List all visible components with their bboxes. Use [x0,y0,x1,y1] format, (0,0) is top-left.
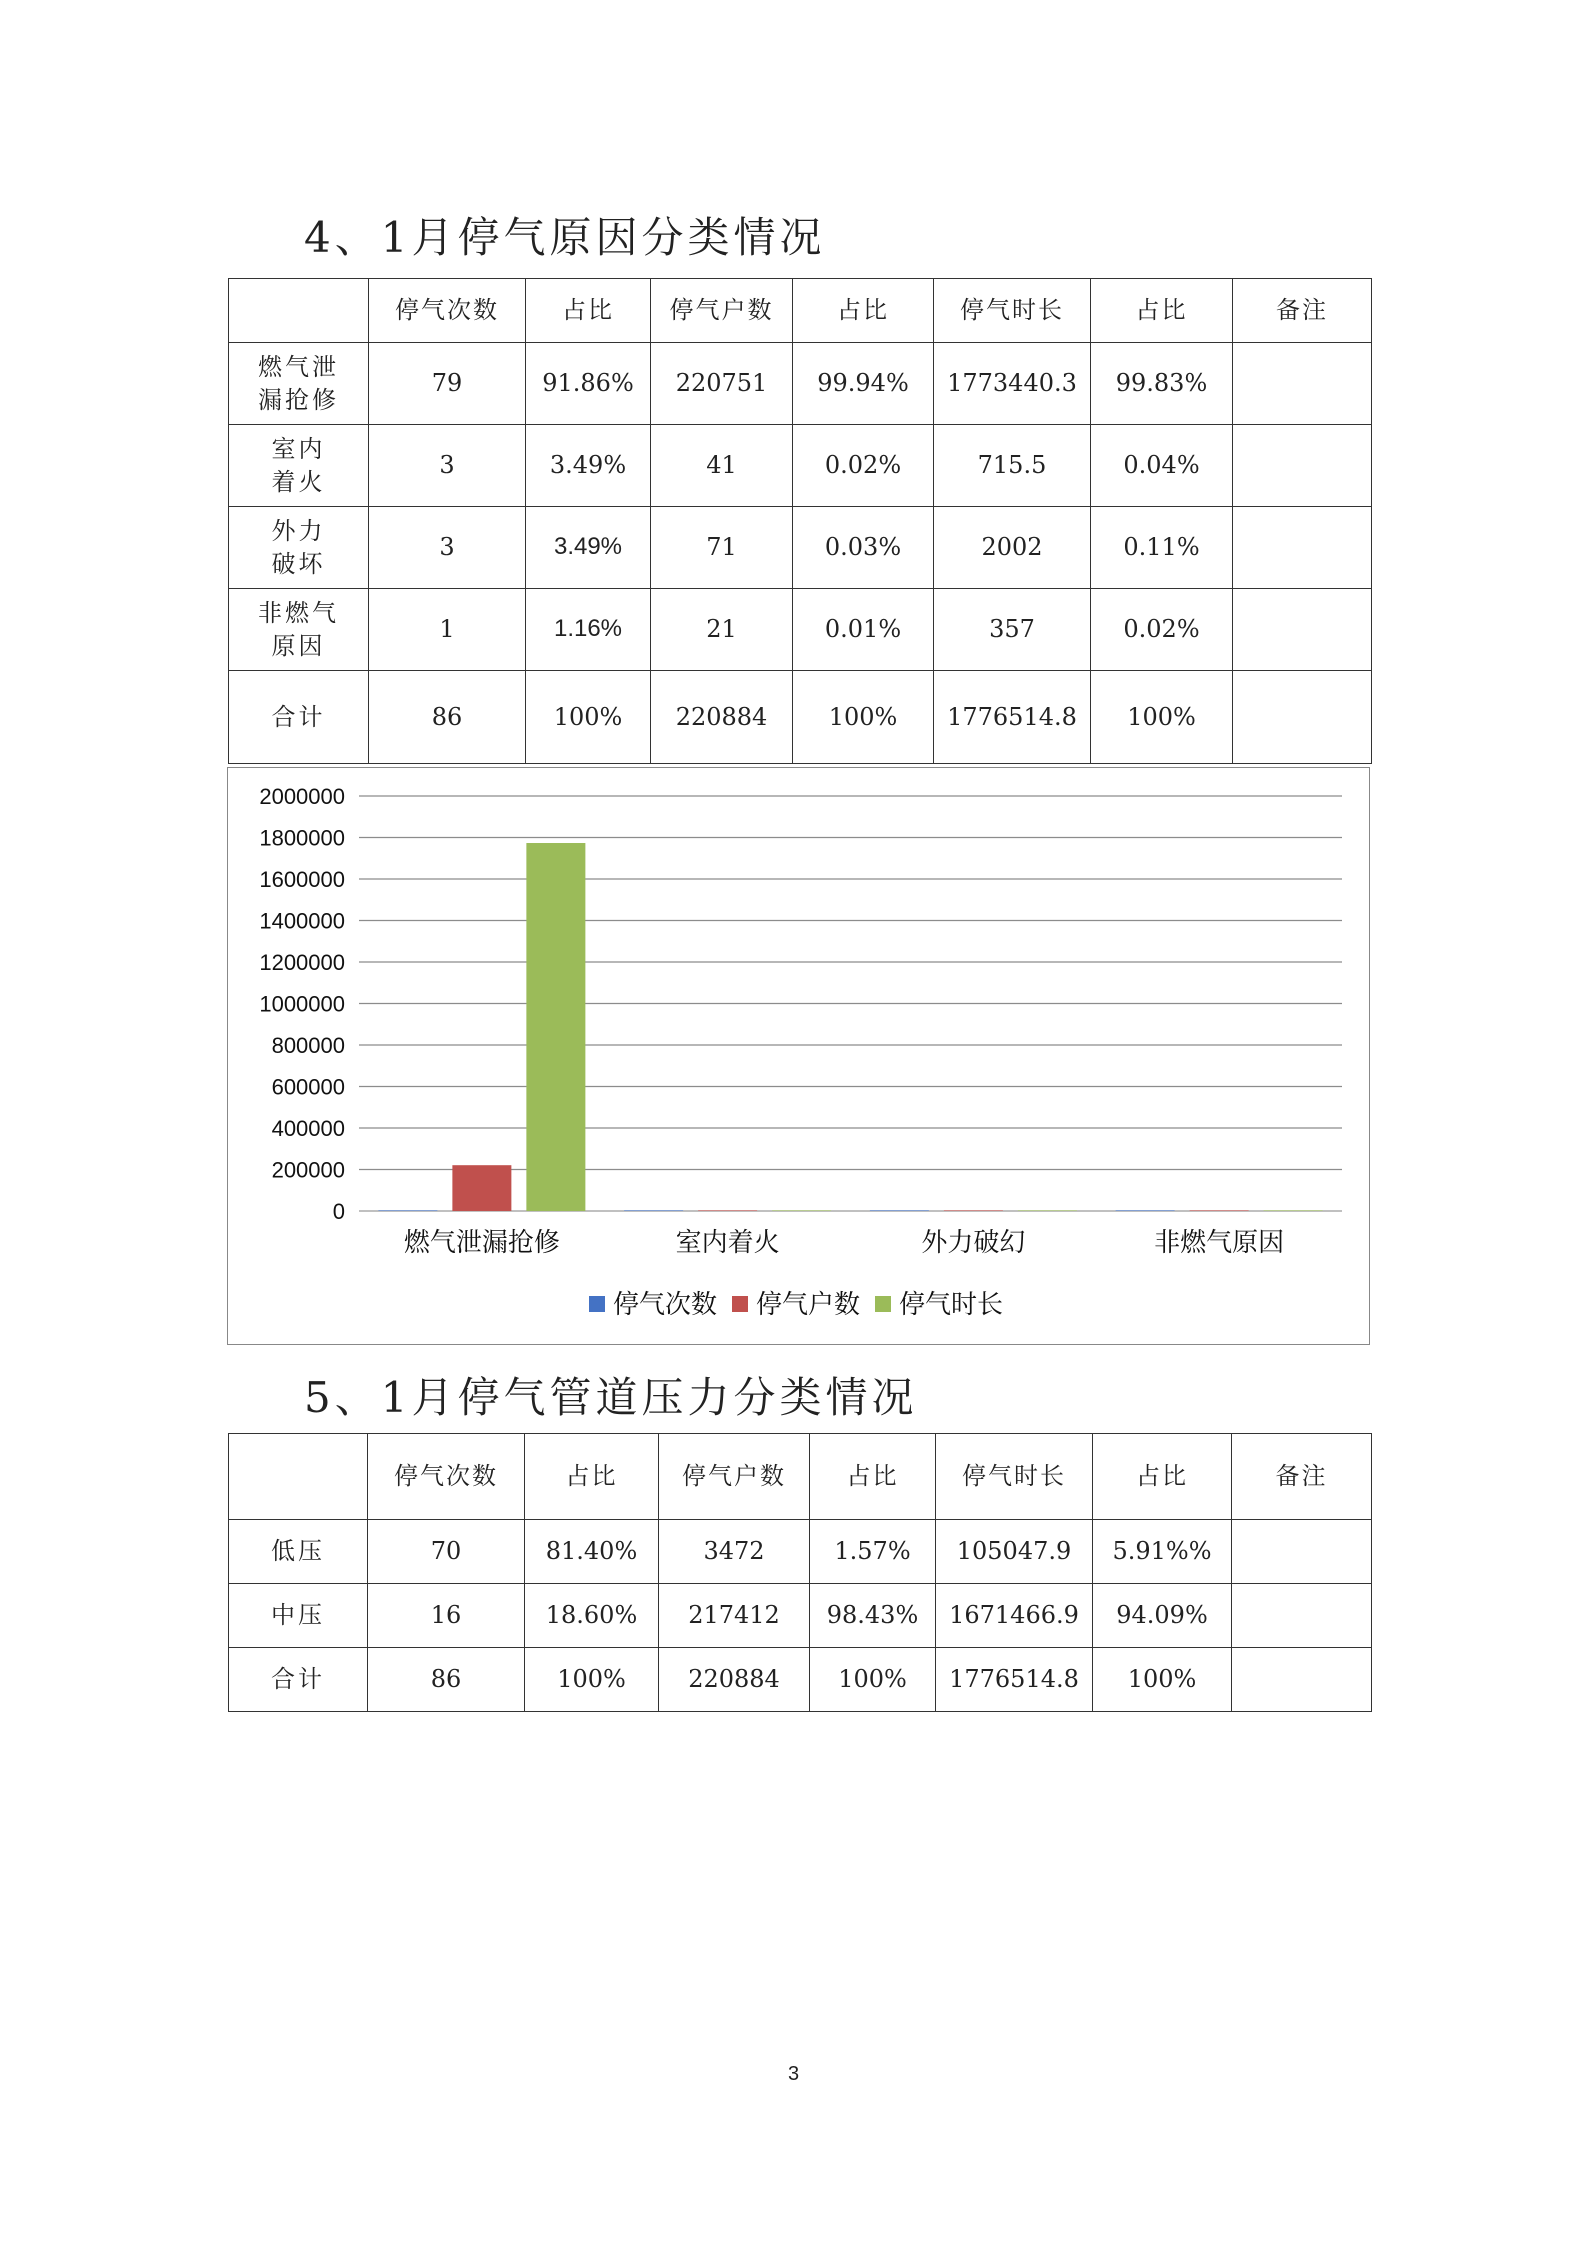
table-cell: 1776514.8 [936,1648,1093,1712]
table-cell: 21 [651,589,793,671]
header-cell: 占比 [1093,1434,1232,1520]
x-category-label: 外力破幻 [921,1228,1026,1258]
table-cell [1233,671,1372,764]
table-cell: 100% [525,1648,659,1712]
outage-cause-table [228,278,1372,764]
row-label: 合计 [229,1648,368,1712]
y-tick-label: 600000 [271,1074,345,1100]
table-cell: 86 [369,671,526,764]
row-label: 燃气泄 漏抢修 [229,343,369,425]
table-cell: 3.49% [526,507,651,589]
legend-label: 停气次数 [613,1290,718,1320]
table-cell: 3 [369,425,526,507]
table-cell: 99.83% [1091,343,1233,425]
legend-label: 停气时长 [899,1290,1004,1320]
x-category-label: 燃气泄漏抢修 [403,1228,560,1258]
table-cell: 71 [651,507,793,589]
table-cell: 99.94% [793,343,934,425]
page-number: 3 [787,2063,800,2085]
table-cell: 0.04% [1091,425,1233,507]
y-tick-label: 400000 [271,1116,345,1141]
table-cell: 220884 [651,671,793,764]
legend-swatch [589,1296,605,1312]
header-cell: 占比 [1091,279,1233,343]
table-row [229,343,1372,425]
table-cell: 3 [369,507,526,589]
table-cell: 357 [934,589,1091,671]
table-cell [1232,1520,1372,1584]
bar [1264,1210,1323,1211]
header-cell: 停气时长 [934,279,1091,343]
table-cell: 3472 [659,1520,810,1584]
table-cell: 105047.9 [936,1520,1093,1584]
bar [1116,1210,1175,1211]
table-cell: 94.09% [1093,1584,1232,1648]
row-label: 合计 [229,671,369,764]
header-cell: 停气户数 [659,1434,810,1520]
row-label: 中压 [229,1584,368,1648]
y-tick-label: 1600000 [259,867,345,892]
bar [698,1210,757,1211]
y-tick-label: 200000 [271,1157,345,1183]
table-cell: 0.02% [793,425,934,507]
bar [526,843,585,1211]
row-label: 室内 着火 [229,425,369,507]
legend-label: 停气户数 [756,1290,861,1320]
header-cell: 停气时长 [936,1434,1093,1520]
table-row [229,671,1372,764]
section5-title: 5、1月停气管道压力分类情况 [304,1373,918,1422]
table-cell: 220884 [659,1648,810,1712]
header-cell: 占比 [810,1434,936,1520]
y-tick-label: 800000 [271,1033,345,1058]
y-tick-label: 1200000 [259,950,345,975]
table-cell [1233,425,1372,507]
row-label: 外力 破坏 [229,507,369,589]
table-cell: 1.57% [810,1520,936,1584]
table-cell: 715.5 [934,425,1091,507]
table-cell: 1 [369,589,526,671]
table-cell: 91.86% [526,343,651,425]
bar [624,1210,683,1211]
table-row [229,507,1372,589]
table-cell: 2002 [934,507,1091,589]
header-cell: 备注 [1233,279,1372,343]
table-cell: 0.02% [1091,589,1233,671]
table-cell: 79 [369,343,526,425]
bar [452,1165,511,1211]
table-cell [1233,589,1372,671]
table-cell: 100% [793,671,934,764]
table-cell [1232,1648,1372,1712]
table-cell: 1.16% [526,589,651,671]
table-cell: 100% [1091,671,1233,764]
chart-canvas [228,768,1371,1346]
table-row [229,425,1372,507]
outage-cause-chart [227,767,1370,1345]
table-cell: 220751 [651,343,793,425]
y-tick-label: 0 [332,1199,345,1224]
row-label: 非燃气 原因 [229,589,369,671]
table-row [229,1648,1372,1712]
table-cell: 1671466.9 [936,1584,1093,1648]
pipeline-pressure-table [228,1433,1372,1712]
table-cell: 98.43% [810,1584,936,1648]
bar [378,1210,437,1211]
header-corner [229,279,369,343]
table-row [229,1520,1372,1584]
table-cell: 0.01% [793,589,934,671]
bar [1018,1210,1077,1211]
table-cell: 0.11% [1091,507,1233,589]
bar [944,1210,1003,1211]
table-cell: 0.03% [793,507,934,589]
row-label: 低压 [229,1520,368,1584]
header-cell: 停气次数 [368,1434,525,1520]
header-corner [229,1434,368,1520]
section4-title: 4、1月停气原因分类情况 [304,213,826,262]
table-cell: 86 [368,1648,525,1712]
table-cell: 100% [526,671,651,764]
x-category-label: 室内着火 [675,1228,780,1258]
table-cell: 41 [651,425,793,507]
legend-swatch [732,1296,748,1312]
header-cell: 备注 [1232,1434,1372,1520]
header-cell: 占比 [793,279,934,343]
table-cell: 81.40% [525,1520,659,1584]
header-cell: 占比 [525,1434,659,1520]
y-tick-label: 1000000 [259,991,345,1017]
table-cell: 3.49% [526,425,651,507]
table-cell: 18.60% [525,1584,659,1648]
y-tick-label: 1400000 [259,908,345,934]
header-cell: 占比 [526,279,651,343]
bar [1190,1210,1249,1211]
y-tick-label: 1800000 [259,825,345,851]
table-row [229,589,1372,671]
table-cell: 100% [1093,1648,1232,1712]
table-cell: 1773440.3 [934,343,1091,425]
x-category-label: 非燃气原因 [1154,1228,1285,1258]
header-row [229,279,1372,343]
legend-swatch [875,1296,891,1312]
table-cell: 100% [810,1648,936,1712]
header-cell: 停气户数 [651,279,793,343]
table-cell: 217412 [659,1584,810,1648]
table-cell: 1776514.8 [934,671,1091,764]
table-row [229,1584,1372,1648]
bar [772,1210,831,1211]
header-row [229,1434,1372,1520]
header-cell: 停气次数 [369,279,526,343]
table-cell: 70 [368,1520,525,1584]
bar [870,1210,929,1211]
table-cell: 5.91%% [1093,1520,1232,1584]
table-cell [1232,1584,1372,1648]
table-cell: 16 [368,1584,525,1648]
table-cell [1233,343,1372,425]
table-cell [1233,507,1372,589]
y-tick-label: 2000000 [259,784,345,809]
